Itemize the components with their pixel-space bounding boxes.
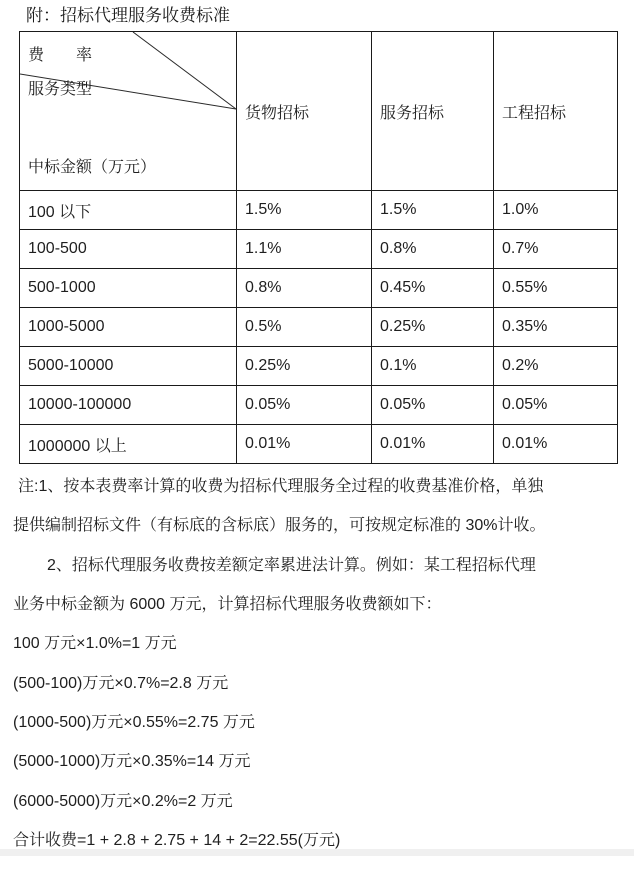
doc-title: 附：招标代理服务收费标准: [26, 6, 230, 25]
corner-label-service-type: 服务类型: [28, 81, 93, 98]
table-header-row: [20, 32, 618, 191]
column-header-works: 工程招标: [494, 32, 618, 191]
notes-section: [13, 477, 625, 870]
rate-cell: 0.05%: [372, 386, 494, 425]
rate-cell: 0.2%: [494, 347, 618, 386]
formula-line: (500-100)万元×0.7%=2.8 万元: [13, 674, 229, 692]
rate-cell: 0.25%: [237, 347, 372, 386]
note-line: 提供编制招标文件（有标底的含标底）服务的，可按规定标准的 30%计收。: [13, 517, 546, 535]
amount-cell: 1000000 以上: [20, 425, 237, 464]
rate-cell: 1.5%: [372, 191, 494, 230]
rate-cell: 0.01%: [372, 425, 494, 464]
column-header-goods: 货物招标: [237, 32, 372, 191]
corner-header-cell: [20, 32, 237, 191]
rate-cell: 0.01%: [494, 425, 618, 464]
rate-cell: 0.8%: [372, 230, 494, 269]
rate-cell: 0.35%: [494, 308, 618, 347]
rate-cell: 0.25%: [372, 308, 494, 347]
table-row: [20, 347, 618, 386]
table-row: [20, 425, 618, 464]
rate-cell: 0.5%: [237, 308, 372, 347]
column-header-service: 服务招标: [372, 32, 494, 191]
amount-cell: 1000-5000: [20, 308, 237, 347]
table-row: [20, 269, 618, 308]
rate-cell: 0.8%: [237, 269, 372, 308]
note-line: 2、招标代理服务收费按差额定率累进法计算。例如：某工程招标代理: [47, 556, 536, 574]
rate-cell: 1.0%: [494, 191, 618, 230]
rate-cell: 0.55%: [494, 269, 618, 308]
table-row: [20, 308, 618, 347]
table-row: [20, 191, 618, 230]
table-row: [20, 230, 618, 269]
amount-cell: 5000-10000: [20, 347, 237, 386]
amount-cell: 10000-100000: [20, 386, 237, 425]
rate-cell: 0.7%: [494, 230, 618, 269]
rate-cell: 1.1%: [237, 230, 372, 269]
amount-cell: 100 以下: [20, 191, 237, 230]
formula-line: 100 万元×1.0%=1 万元: [13, 635, 177, 653]
amount-cell: 100-500: [20, 230, 237, 269]
total-fee-line: 合计收费=1 + 2.8 + 2.75 + 14 + 2=22.55(万元): [13, 832, 341, 850]
bottom-scroll-strip: [0, 849, 634, 856]
fee-table: [19, 31, 618, 464]
corner-label-amount: 中标金额（万元）: [28, 159, 157, 176]
corner-label-fee-rate: 费 率: [28, 47, 93, 64]
rate-cell: 0.01%: [237, 425, 372, 464]
amount-cell: 500-1000: [20, 269, 237, 308]
table-row: [20, 386, 618, 425]
rate-cell: 0.05%: [237, 386, 372, 425]
rate-cell: 0.45%: [372, 269, 494, 308]
rate-cell: 1.5%: [237, 191, 372, 230]
note-line: 注:1、按本表费率计算的收费为招标代理服务全过程的收费基准价格，单独: [18, 478, 544, 495]
rate-cell: 0.05%: [494, 386, 618, 425]
formula-line: (1000-500)万元×0.55%=2.75 万元: [13, 714, 255, 732]
note-line: 业务中标金额为 6000 万元，计算招标代理服务收费额如下：: [13, 596, 442, 614]
formula-line: (6000-5000)万元×0.2%=2 万元: [13, 792, 233, 810]
rate-cell: 0.1%: [372, 347, 494, 386]
formula-line: (5000-1000)万元×0.35%=14 万元: [13, 753, 251, 771]
